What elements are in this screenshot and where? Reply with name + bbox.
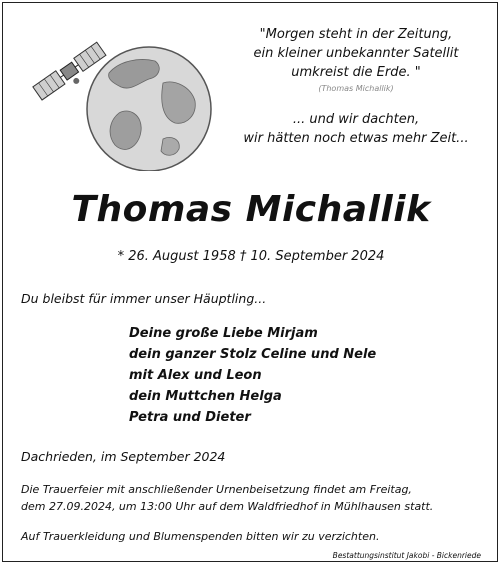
place-date: Dachrieden, im September 2024 [21,449,226,464]
quote-source: (Thomas Michallik) [318,84,394,93]
deceased-name: Thomas Michallik [71,189,431,230]
funeral-line: Die Trauerfeier mit anschließender Urnenbeisetzung findet am Freitag, [21,483,412,496]
quote-line: "Morgen steht in der Zeitung, [259,27,453,42]
mourners-list [129,323,376,428]
quote-line: umkreist die Erde. " [291,65,421,80]
obituary-card [2,2,498,562]
mourner: dein Muttchen Helga [129,389,282,404]
earth-satellite-illustration [23,21,223,171]
funeral-info [21,481,433,515]
mourner: mit Alex und Leon [129,368,262,383]
quote-line: ein kleiner unbekannter Satellit [253,46,459,61]
request-line: Auf Trauerkleidung und Blumenspenden bitten wir zu verzichten. [21,530,380,543]
mourner: dein ganzer Stolz Celine und Nele [129,347,377,362]
earth-icon [87,47,211,171]
quote-line: ... und wir dachten, [292,112,420,127]
life-dates: * 26. August 1958 † 10. September 2024 [117,249,385,264]
mourner: Deine große Liebe Mirjam [129,326,318,341]
funeral-line: dem 27.09.2024, um 13:00 Uhr auf dem Waldfriedhof in Mühlhausen statt. [21,500,434,513]
intro-line: Du bleibst für immer unser Häuptling... [21,291,267,306]
undertaker-credit: Bestattungsinstitut Jakobi - Bickenriede [332,551,481,560]
quote-block [231,25,481,148]
quote-line: wir hätten noch etwas mehr Zeit... [243,131,469,146]
mourner: Petra und Dieter [129,410,251,425]
